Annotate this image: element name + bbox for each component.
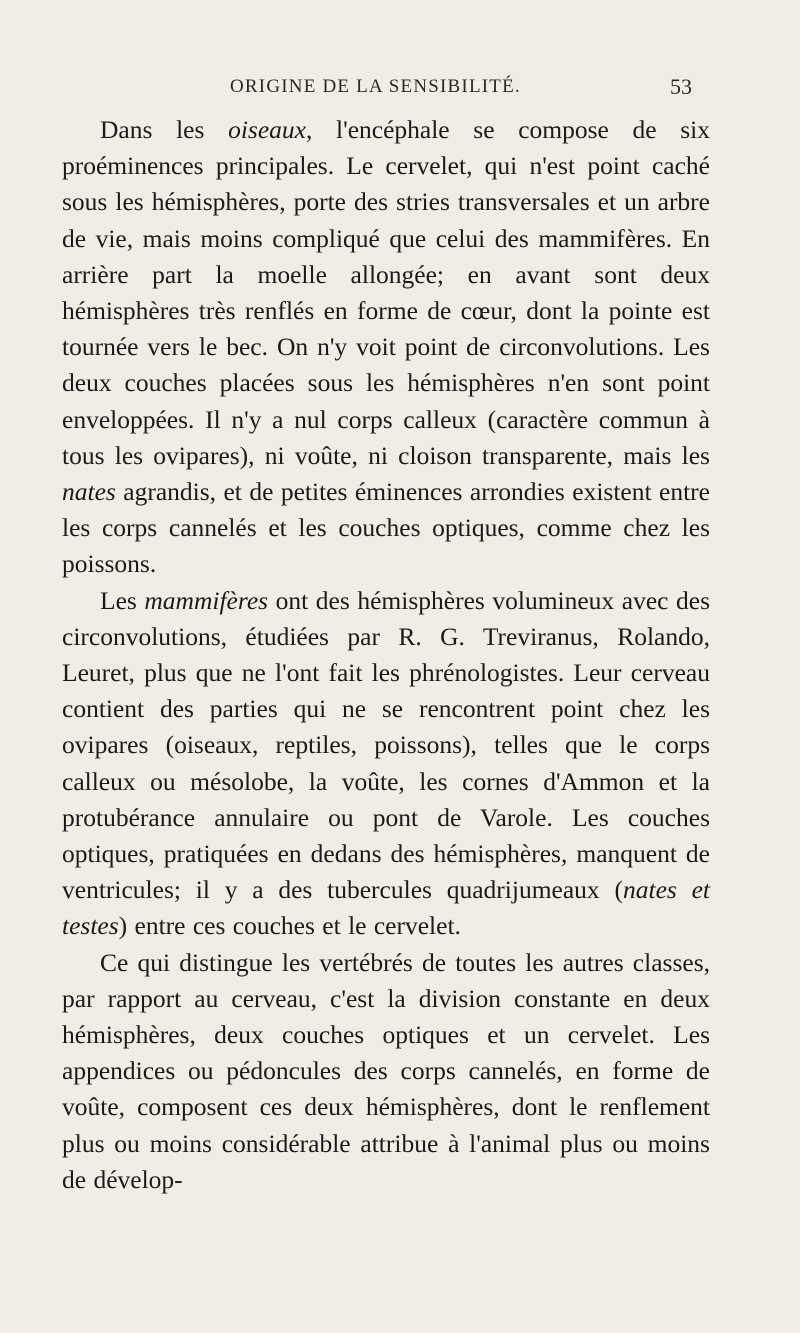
text-segment: agrandis, et de petites éminences arrondies existent entre les corps cannelés et les couches optiques, comme chez les poissons. [62,477,710,579]
italic-term: nates [62,477,116,507]
page-number: 53 [670,74,692,99]
running-title: ORIGINE DE LA SENSIBILITÉ. [230,76,521,97]
paragraph-birds [62,112,710,583]
body-text [62,112,710,1198]
text-segment: , l'encéphale se compose de six proéminences principales. Le cervelet, qui n'est point caché sous les hémisphères, porte des stries transversales et un arbre de vie, mais moins compliqué que celui des mammifères. En arrière part la moelle allongée; en avant sont deux hémisphères très renflés en forme de cœur, dont la pointe est tournée vers le bec. On n'y voit point de circonvolutions. Les deux couches placées sous les hémisphères n'en sont point enveloppées. Il n'y a nul corps calleux (caractère commun à tous les ovipares), ni voûte, ni cloison transparente, mais les [62,115,711,470]
text-segment: Dans les [100,115,229,144]
text-segment: ont des hémisphères volumineux avec des circonvolutions, étudiées par R. G. Treviranus, Rolando, Leuret, plus que ne l'ont fait les phrénologistes. Leur cerveau contient des parties qui ne se rencontrent point chez les ovipares (oiseaux, reptiles, poissons), telles que le corps calleux ou mésolobe, la voûte, les cornes d'Ammon et la protubérance annulaire ou pont de Varole. Les couches optiques, pratiquées en dedans des hémisphères, manquent de ventricules; il y a des tubercules quadrijumeaux ( [62,585,710,905]
text-segment: Ce qui distingue les vertébrés de toutes les autres classes, par rapport au cerveau, c'est la division constante en deux hémisphères, deux couches optiques et un cervelet. Les appendices ou pédoncules des corps cannelés, en forme de voûte, composent ces deux hémisphères, dont le renflement plus ou moins considérable attribue à l'animal plus ou moins de dévelop- [62,947,710,1194]
italic-term: oiseaux [228,115,306,144]
italic-term: nates et testes [62,875,711,941]
text-segment: Les [100,585,145,615]
paragraph-vertebrates [62,945,710,1198]
paragraph-mammals [62,583,710,945]
text-segment: ) entre ces couches et le cervelet. [118,911,461,941]
italic-term: mammifères [144,585,269,615]
page-header [0,76,800,106]
